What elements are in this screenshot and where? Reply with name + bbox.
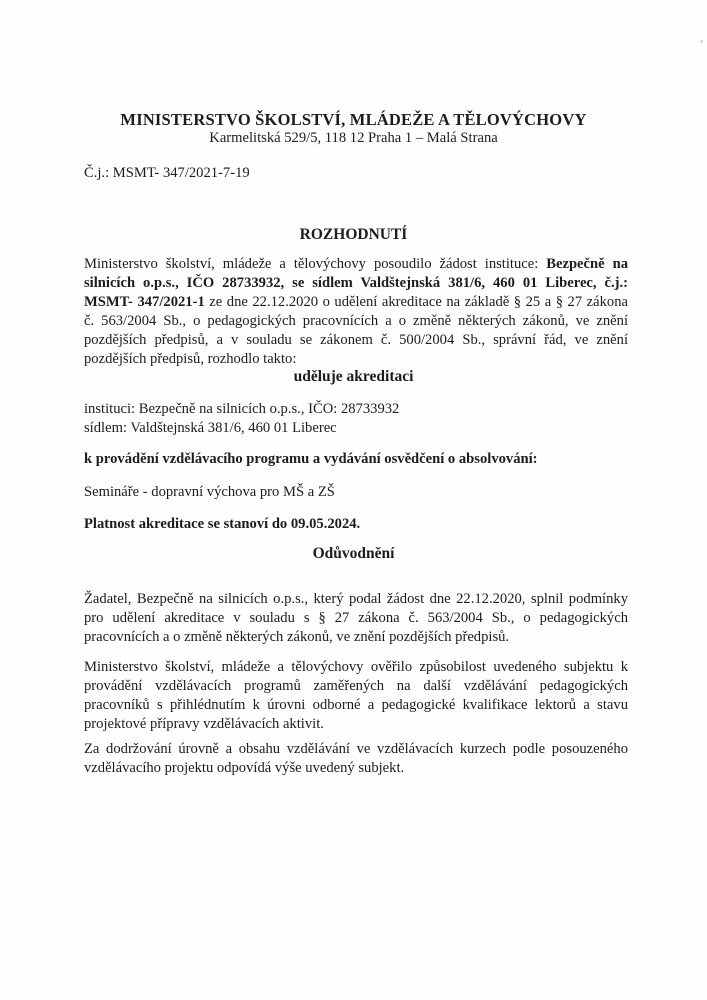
scan-speck (700, 40, 703, 43)
validity-statement: Platnost akreditace se stanoví do 09.05.2024. (84, 516, 361, 532)
program-name: Semináře - dopravní výchova pro MŠ a ZŠ (84, 484, 335, 500)
intro-text-start: Ministerstvo školství, mládeže a tělovýchovy posoudilo žádost instituce: (84, 256, 547, 272)
intro-applicant-details: Bezpečně na silnicích o.p.s., IČO 28733932, se sídlem Valdštejnská 381/6, 460 01 Liberec, č.j.: MSMT- 347/2021-1 (84, 256, 628, 310)
ministry-name: MINISTERSTVO ŠKOLSTVÍ, MLÁDEŽE A TĚLOVÝCHOVY (120, 110, 587, 129)
purpose-line: k provádění vzdělávacího programu a vydávání osvědčení o absolvování: (84, 451, 538, 467)
intro-paragraph (84, 255, 628, 369)
institution-block (84, 400, 628, 438)
institution-name-line: instituci: Bezpečně na silnicích o.p.s., IČO: 28733932 (84, 401, 400, 417)
grant-title: uděluje akreditaci (293, 368, 414, 385)
intro-text-end: ze dne 22.12.2020 o udělení akreditace na základě § 25 a § 27 zákona č. 563/2004 Sb., o pedagogických pracovnících a o změně některých zákonů, ve znění pozdějších předpisů, a v souladu se zákonem č. 500/2004 Sb., správní řád, ve znění pozdějších předpisů, rozhodlo takto: (84, 294, 628, 367)
justification-paragraph-2: Ministerstvo školství, mládeže a tělovýchovy ověřilo způsobilost uvedeného subjektu k provádění vzdělávacích programů zaměřených na další vzdělávání pedagogických pracovníků s přihlédnutím k úrovni odborné a pedagogické kvalifikace lektorů a stavu projektové přípravy vzdělávacích aktivit. (84, 659, 628, 732)
justification-title: Odůvodnění (312, 545, 395, 562)
justification-paragraph-3: Za dodržování úrovně a obsahu vzdělávání ve vzdělávacích kurzech podle posouzeného vzdělávacího projektu odpovídá výše uvedený subjekt. (84, 741, 628, 776)
reference-number: Č.j.: MSMT- 347/2021-7-19 (84, 165, 250, 181)
justification-paragraph-1: Žadatel, Bezpečně na silnicích o.p.s., který podal žádost dne 22.12.2020, splnil podmínky pro udělení akreditace v souladu s § 27 zákona č. 563/2004 Sb., o pedagogických pracovnících a o změně některých zákonů, ve znění pozdějších předpisů. (84, 591, 628, 645)
ministry-address: Karmelitská 529/5, 118 12 Praha 1 – Malá Strana (209, 130, 498, 146)
decision-title: ROZHODNUTÍ (299, 226, 408, 243)
institution-seat-line: sídlem: Valdštejnská 381/6, 460 01 Liberec (84, 420, 337, 436)
